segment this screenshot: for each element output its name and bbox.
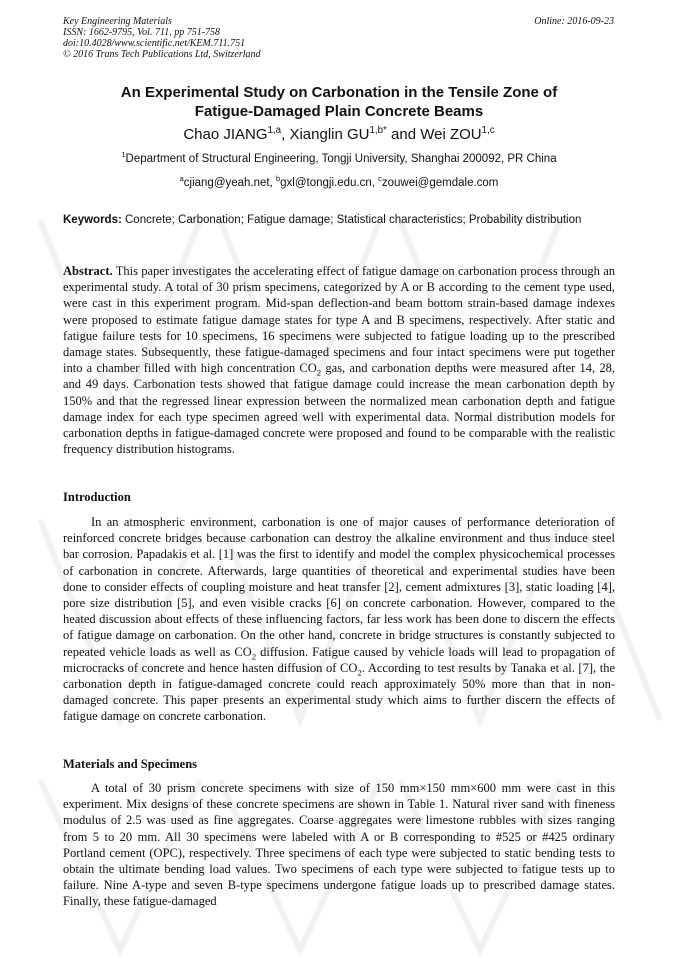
journal-header — [63, 16, 261, 60]
keywords-label: Keywords: — [63, 214, 122, 226]
title-line-2: Fatigue-Damaged Plain Concrete Beams — [194, 103, 484, 120]
email-separator: , — [269, 177, 276, 189]
email-a-sup: a — [179, 174, 184, 184]
copyright-line: © 2016 Trans Tech Publications Ltd, Switzerland — [63, 49, 261, 60]
author-2-sup: 1,b* — [369, 125, 387, 136]
author-1: Chao JIANG — [183, 126, 268, 143]
email-b[interactable]: gxl@tongji.edu.cn — [280, 177, 372, 189]
intro-subscript-1: 2 — [251, 651, 257, 662]
affiliation-sup: 1 — [121, 150, 126, 160]
intro-subscript-2: 2 — [357, 667, 362, 678]
materials-heading: Materials and Specimens — [63, 757, 198, 771]
issn-line: ISSN: 1662-9795, Vol. 711, pp 751-758 — [63, 27, 221, 38]
author-2: Xianglin GU — [289, 126, 370, 143]
email-b-sup: b — [276, 174, 281, 184]
abstract-text-1: This paper investigates the accelerating effect of fatigue damage on carbonation process through an experimental study. A total of 30 prism specimens, categorized by A or B according to the cement type used, were cast in this experiment program. Mid-span deflection-and beam bottom strain-based damage indexes were proposed to estimate fatigue damage states for type A and B specimens, respectively. After static and fatigue failure tests for 10 specimens, 16 specimens were subjected to fatigue loading up to the prescribed damage states. Subsequently, these fatigue-damaged specimens and four intact specimens were put together into a chamber filled with high concentration CO — [63, 264, 615, 376]
abstract — [63, 263, 615, 457]
author-emails — [63, 176, 615, 190]
online-date: Online: 2016-09-23 — [534, 16, 614, 27]
author-3: Wei ZOU — [420, 126, 482, 143]
author-list — [63, 126, 615, 144]
email-a[interactable]: cjiang@yeah.net — [183, 177, 270, 189]
author-1-sup: 1,a — [267, 125, 282, 136]
title-line-1: An Experimental Study on Carbonation in the Tensile Zone of — [120, 84, 558, 101]
email-separator: , — [371, 177, 379, 189]
introduction-heading: Introduction — [63, 490, 131, 504]
author-separator: and — [386, 126, 421, 143]
abstract-subscript: 2 — [316, 367, 322, 378]
introduction-paragraph — [63, 514, 615, 725]
abstract-text-2: gas, and carbonation depths were measured after 14, 28, and 49 days. Carbonation tests showed that fatigue damage could increase the mean carbonation depth by 150% and that the regressed linear expression between the normalized mean carbonation depth and fatigue damage index for each type specimen agreed well with experimental data. Normal distribution models for carbonation depths in fatigue-damaged concrete were proposed and found to be comparable with the realistic frequency distribution histograms. — [63, 361, 615, 457]
affiliation — [63, 152, 615, 166]
affiliation-text: Department of Structural Engineering, Tongji University, Shanghai 200092, PR China — [125, 153, 557, 165]
intro-text-2: diffusion. Fatigue caused by vehicle loads will lead to propagation of microcracks of concrete and hence hasten diffusion of CO — [63, 644, 615, 675]
email-c[interactable]: zouwei@gemdale.com — [381, 177, 499, 189]
journal-name: Key Engineering Materials — [63, 16, 172, 27]
paper-title — [63, 83, 615, 121]
intro-text-1: In an atmospheric environment, carbonation is one of major causes of performance deterioration of reinforced concrete bridges because carbonation can destroy the alkaline environment and thus induce steel bar corrosion. Papadakis et al. [1] was the first to identify and model the complex physicochemical processes of carbonation in concrete. Afterwards, large quantities of theoretical and experimental studies have been done to consider effects of coupling moisture and heat transfer [2], cement admixtures [3], static loading [4], pore size distribution [5], and even visible cracks [6] on concrete carbonation. However, compared to the heated discussion about effects of these influencing factors, far less work has been done to discern the effects of fatigue damage on carbonation. On the other hand, concrete in bridge structures is constantly subjected to repeated vehicle loads as well as CO — [63, 515, 615, 659]
author-3-sup: 1,c — [481, 125, 495, 136]
author-separator: , — [281, 126, 290, 143]
keywords — [63, 212, 615, 228]
email-c-sup: c — [378, 174, 382, 184]
keywords-text: Concrete; Carbonation; Fatigue damage; Statistical characteristics; Probability distribution — [121, 214, 582, 226]
doi-line: doi:10.4028/www.scientific.net/KEM.711.751 — [63, 38, 246, 49]
materials-paragraph: A total of 30 prism concrete specimens with size of 150 mm×150 mm×600 mm were cast in this experiment. Mix designs of these concrete specimens are shown in Table 1. Natural river sand with fineness modulus of 2.5 was used as fine aggregates. Coarse aggregates were limestone rubbles with sizes ranging from 5 to 20 mm. All 30 specimens were labeled with A or B corresponding to #525 or #425 ordinary Portland cement (OPC), respectively. Three specimens of each type were subjected to static bending tests to obtain the ultimate bending load values. Two specimens of each type were subjected to fatigue tests up to failure. Nine A-type and seven B-type specimens undergone fatigue loads up to prescribed damage states. Finally, these fatigue-damaged — [63, 781, 615, 909]
abstract-label: Abstract. — [63, 264, 113, 278]
intro-text-3: . According to test results by Tanaka et al. [7], the carbonation depth in fatigue-damaged concrete could reach approximately 50% more than that in non-damaged concrete. This paper presents an experimental study which aims to further discern the effects of fatigue damage on concrete carbonation. — [63, 660, 615, 724]
